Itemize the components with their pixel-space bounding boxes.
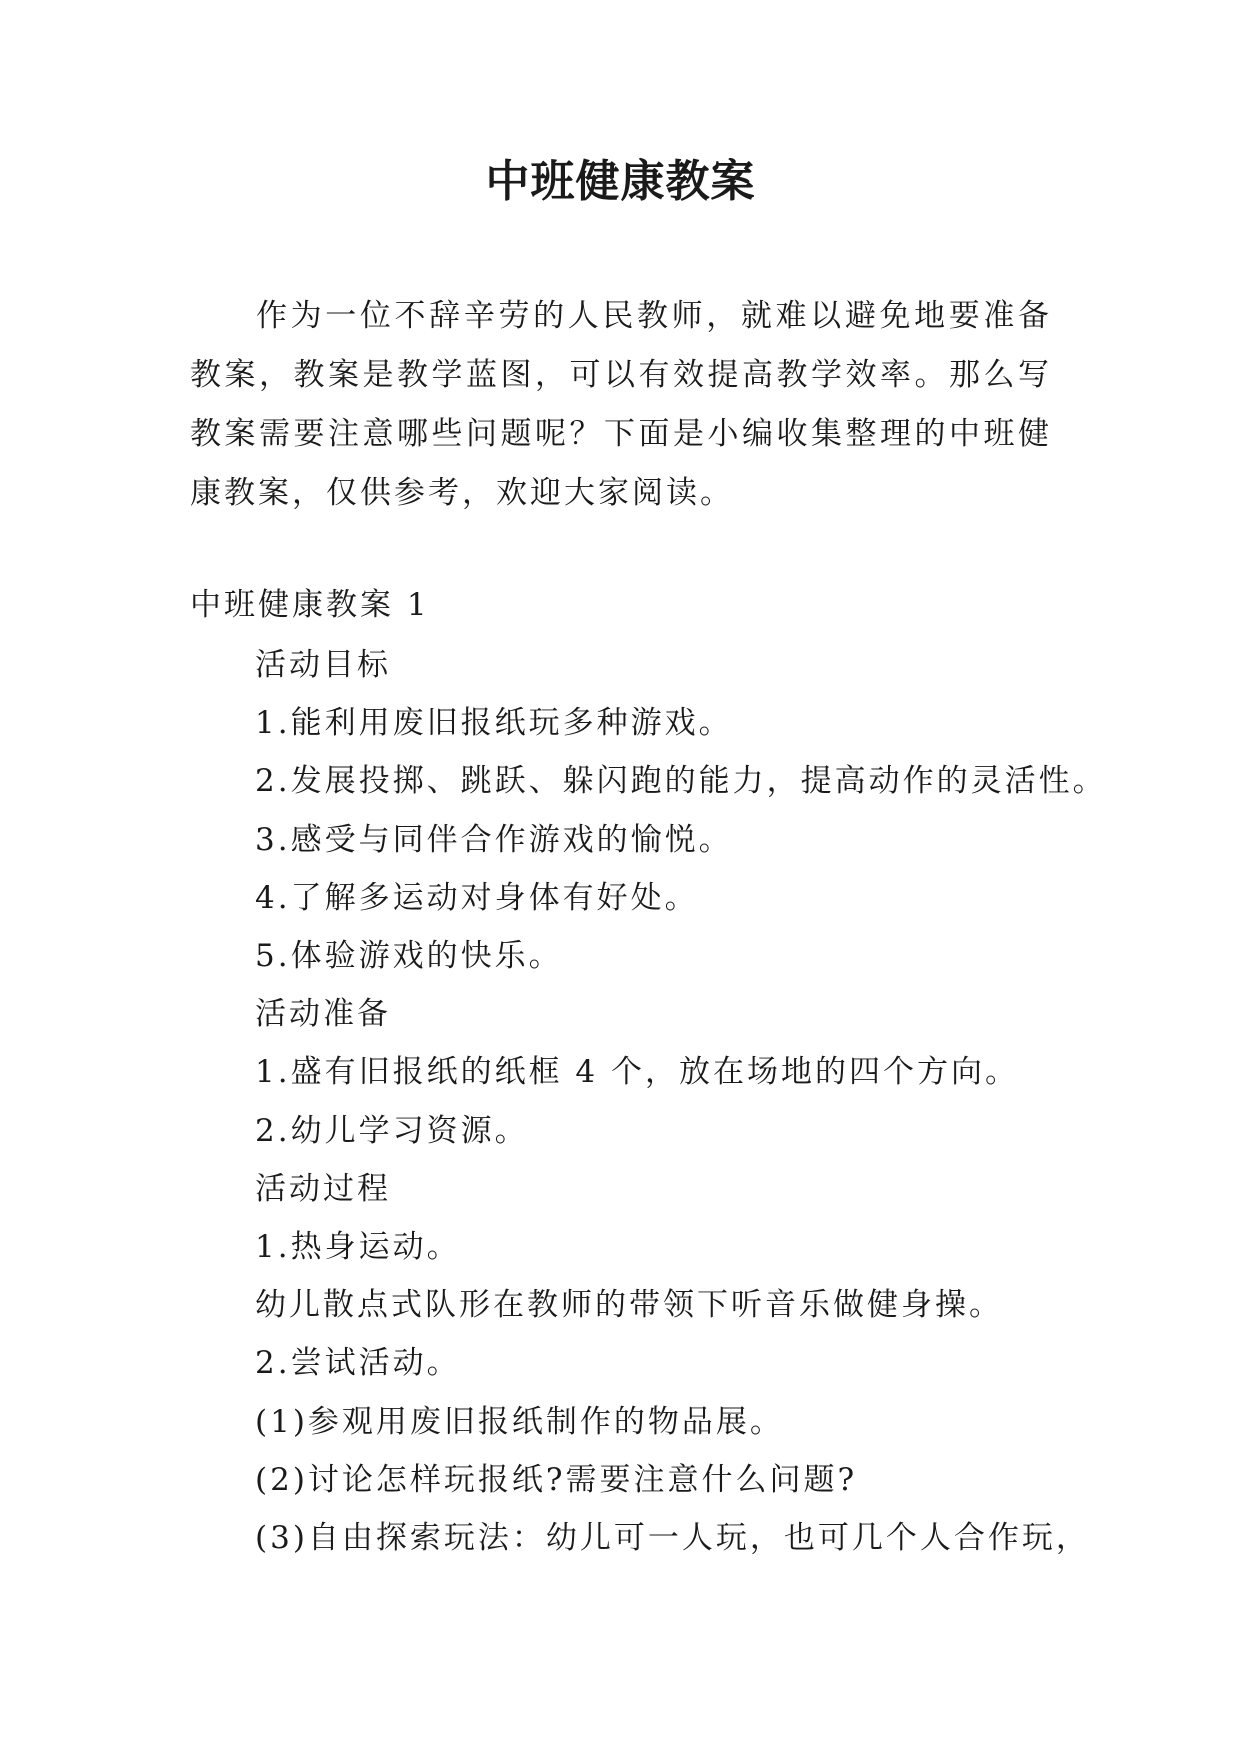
goal-item: 1.能利用废旧报纸玩多种游戏。 bbox=[255, 705, 733, 742]
subheading-activity-process: 活动过程 bbox=[255, 1170, 391, 1207]
lesson-plan-body bbox=[255, 636, 1135, 1567]
subheading-activity-goals: 活动目标 bbox=[255, 647, 391, 683]
process-substep: (2)讨论怎样玩报纸?需要注意什么问题? bbox=[255, 1461, 858, 1498]
process-step: 2.尝试活动。 bbox=[255, 1345, 461, 1382]
goal-item: 2.发展投掷、跳跃、躲闪跑的能力，提高动作的灵活性。 bbox=[255, 763, 1107, 800]
preparation-item: 2.幼儿学习资源。 bbox=[255, 1112, 529, 1149]
preparation-item: 1.盛有旧报纸的纸框 4 个，放在场地的四个方向。 bbox=[255, 1054, 1020, 1091]
subheading-activity-preparation: 活动准备 bbox=[255, 996, 391, 1033]
intro-paragraph: 作为一位不辞辛劳的人民教师，就难以避免地要准备教案，教案是教学蓝图，可以有效提高教学效率。那么写教案需要注意哪些问题呢？下面是小编收集整理的中班健康教案，仅供参考，欢迎大家阅读。 bbox=[190, 298, 1052, 511]
section-heading: 中班健康教案 1 bbox=[190, 587, 430, 623]
process-substep: (3)自由探索玩法：幼儿可一人玩，也可几个人合作玩， bbox=[255, 1520, 1090, 1557]
process-detail: 幼儿散点式队形在教师的带领下听音乐做健身操。 bbox=[255, 1287, 1003, 1324]
goal-item: 5.体验游戏的快乐。 bbox=[255, 938, 563, 975]
goal-item: 4.了解多运动对身体有好处。 bbox=[255, 879, 699, 916]
process-substep: (1)参观用废旧报纸制作的物品展。 bbox=[255, 1403, 784, 1440]
goal-item: 3.感受与同伴合作游戏的愉悦。 bbox=[255, 821, 733, 858]
process-step: 1.热身运动。 bbox=[255, 1229, 461, 1266]
page-title: 中班健康教案 bbox=[485, 156, 756, 207]
